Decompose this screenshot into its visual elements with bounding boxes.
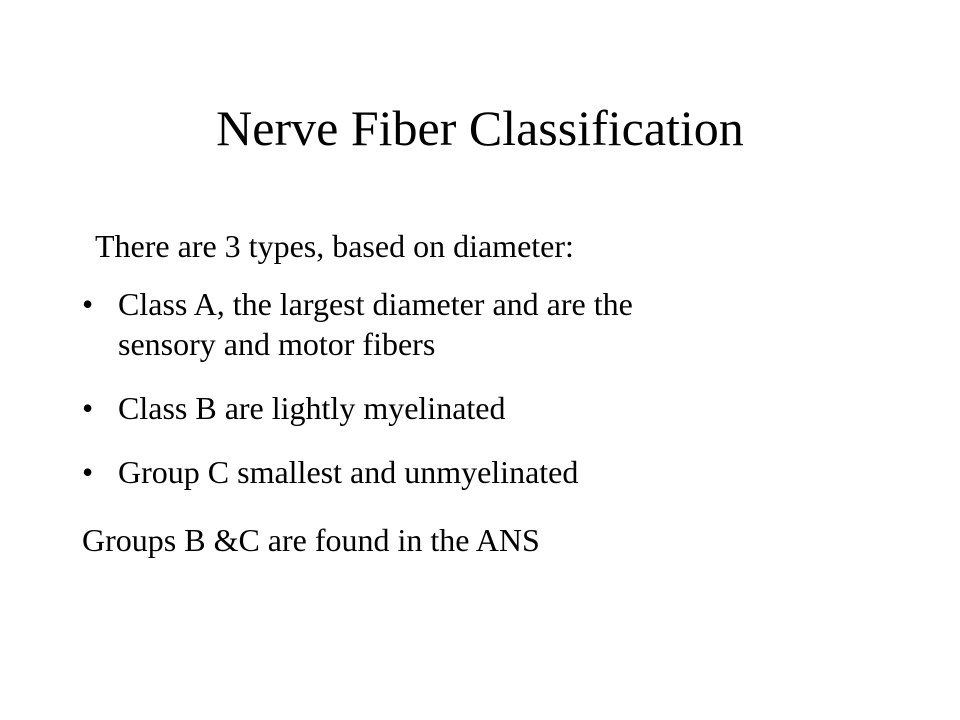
bullet-text-line: Class A, the largest diameter and are the xyxy=(118,286,633,322)
bullet-item-class-a xyxy=(82,284,882,364)
closing-text: Groups B &C are found in the ANS xyxy=(82,522,540,558)
bullet-marker: • xyxy=(82,390,94,426)
bullet-list xyxy=(82,284,882,516)
intro-text: There are 3 types, based on diameter: xyxy=(95,228,574,264)
bullet-marker: • xyxy=(82,286,94,322)
bullet-item-group-c xyxy=(82,452,882,492)
bullet-text-line: sensory and motor fibers xyxy=(118,326,436,362)
bullet-text-line: Group C smallest and unmyelinated xyxy=(118,454,579,490)
slide-title: Nerve Fiber Classification xyxy=(216,100,744,156)
bullet-marker: • xyxy=(82,454,94,490)
bullet-text-line: Class B are lightly myelinated xyxy=(118,390,506,426)
bullet-item-class-b xyxy=(82,388,882,428)
